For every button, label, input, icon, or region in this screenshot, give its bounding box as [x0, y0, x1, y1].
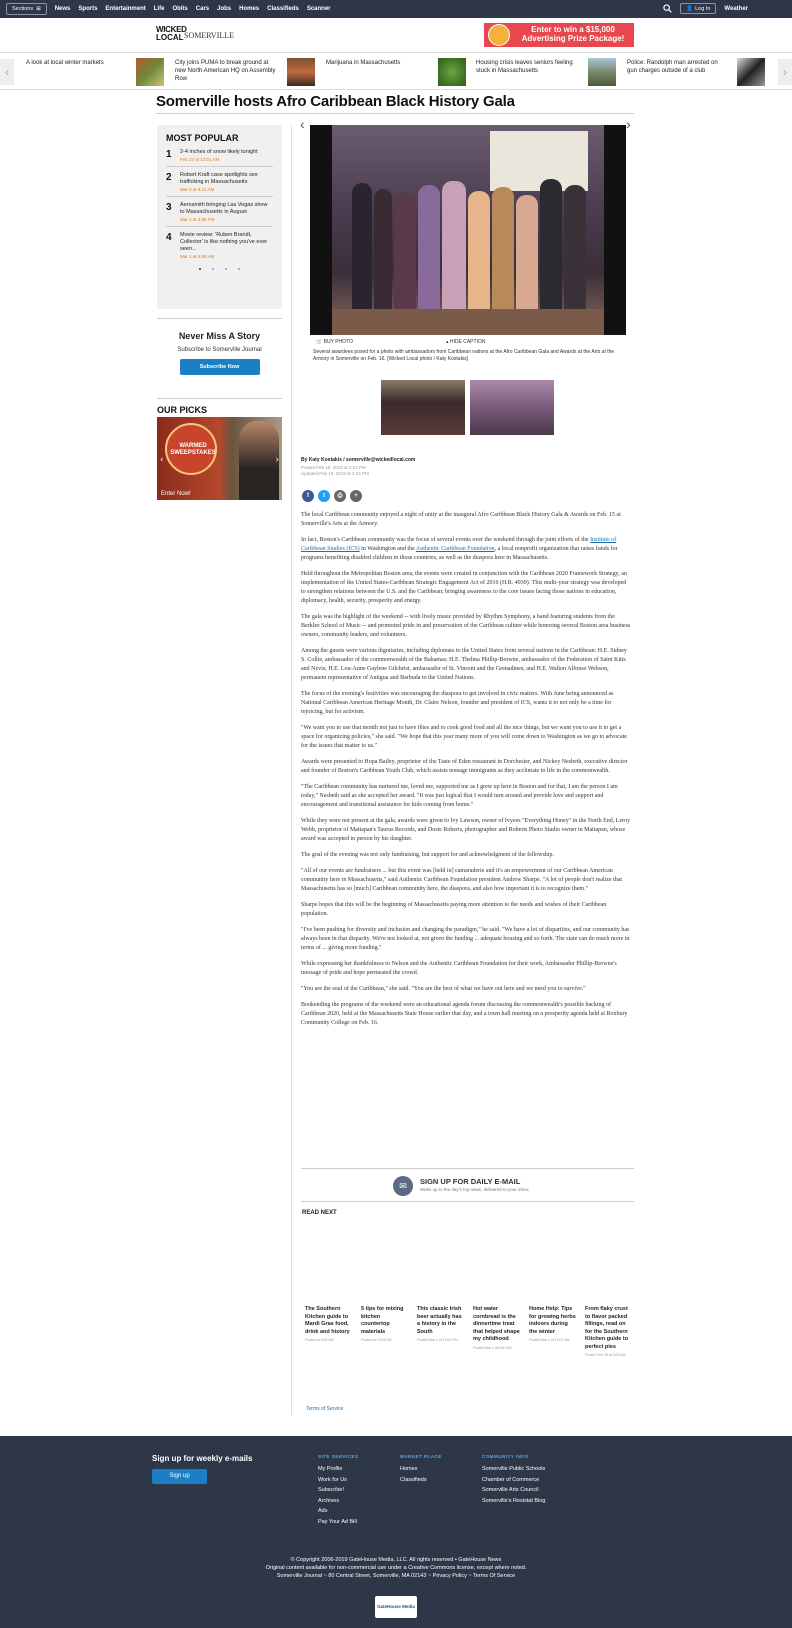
photo-caption: Several awardees posed for a photo with ambassadors from Caribbean nations at the Afro Caribbean Gala and Awards at the Arts at the Armory in Somerville on Feb. 16. [Wicked Local photo / Katy Kostakis] — [313, 349, 615, 362]
sections-label: Sections — [12, 6, 34, 12]
gallery-thumbnail[interactable] — [381, 380, 465, 435]
read-next-item-title: This classic Irish beer actually has a history in the South — [417, 1306, 462, 1335]
buy-photo-label: BUY PHOTO — [323, 339, 353, 345]
photo-figure — [374, 189, 392, 311]
photo-figure — [394, 193, 416, 311]
article-paragraph: Awards were presented to Hopa Bailey, proprietor of the Taste of Eden restaurant in Dorchester, and Nickey Nesbeth, executive director and founder of Boston's Caribbean Youth Club, which assists teenage immigrants as they acclimate to life in the commonwealth. — [301, 759, 628, 774]
hide-caption-button[interactable] — [446, 339, 485, 345]
never-miss-box — [157, 318, 282, 375]
footer-market-place — [400, 1454, 442, 1485]
mail-icon: ✉ — [393, 1176, 413, 1196]
footer-signup-title: Sign up for weekly e-mails — [152, 1454, 253, 1463]
popular-item[interactable] — [166, 232, 273, 263]
footer-license: Original content available for non-commercial use under a Creative Commons license, except where noted. — [265, 1565, 527, 1571]
read-next-item[interactable] — [473, 1306, 521, 1350]
photo-figure — [492, 187, 514, 311]
nav-link-homes[interactable]: Homes — [239, 6, 260, 12]
gala-photo[interactable] — [332, 125, 604, 335]
logo-line1: WICKED — [156, 25, 187, 34]
read-next-item-date: Posted at 12:01 AM — [361, 1338, 392, 1342]
paragraph-text: , a local nonprofit organization that raises funds for programs benefiting disabled children in those countries, as well as the diaspora here in Massachusetts. — [301, 546, 618, 561]
rail-prev-button[interactable] — [0, 59, 14, 85]
logo-town: SOMERVILLE — [184, 31, 235, 40]
article-paragraph: The local Caribbean community enjoyed a night of unity at the inaugural Afro Caribbean Black History Gala & Awards on Feb. 15 at Somerville's Arts at the Armory. — [301, 512, 621, 527]
read-next-item-title: The Southern Kitchen guide to Mardi Gras food, drink and history — [305, 1306, 350, 1335]
read-next-item-title: 5 tips for mixing kitchen countertop materials — [361, 1306, 404, 1335]
popular-rank: 4 — [166, 232, 172, 243]
photo-figure — [564, 185, 586, 311]
masthead — [156, 26, 636, 50]
carousel-dot[interactable] — [238, 268, 240, 270]
footer-community-info — [482, 1454, 545, 1506]
signup-subtitle: Wake up to the day's top news, delivered to your inbox — [420, 1187, 529, 1192]
rail-item[interactable] — [175, 58, 317, 86]
grid-icon: ⊞ — [36, 6, 41, 12]
caret-up-icon: ▴ — [446, 339, 449, 345]
footer-link[interactable]: Somerville's Resistat Blog — [482, 1497, 546, 1504]
read-next-item-date: Posted Mar 1 at 12:00 PM — [417, 1338, 458, 1342]
photo-gallery — [310, 125, 626, 335]
daily-email-signup[interactable] — [301, 1168, 634, 1202]
popular-date: Feb 27 at 12:01 AM — [180, 157, 220, 162]
footer-signup-button[interactable]: Sign up — [152, 1469, 207, 1484]
promo-person-image — [239, 421, 279, 500]
never-miss-title: Never Miss A Story — [178, 331, 261, 341]
article-paragraph: Among the guests were various dignitaries, including diplomats to the United States from several nations in the Caribbean: H.E. Sidney S. Collie, ambassador of the commonwealth of the Bahamas; H.E. Thelma Phillip-Browne, ambassador of the Federation of Saint Kitts and Nevis; H.E. Lou-Anne Gaylene Gilchrist, ambassador of St. Vincent and the Grenadines; and H.E. Walton Alfonso Webson, permanent representative of Antigua and Barbuda to the United Nations. — [301, 648, 627, 681]
article-paragraph — [301, 536, 631, 563]
nav-link-cars[interactable]: Cars — [195, 6, 210, 12]
read-next-item-title: Hot water cornbread is the dinnertime treat that helped shape my childhood — [473, 1306, 520, 1342]
popular-title: Robert Kraft case spotlights sex trafficking in Massachusetts — [180, 172, 258, 185]
read-next-item[interactable] — [585, 1306, 633, 1357]
photo-figure — [352, 183, 372, 311]
rail-next-button[interactable] — [778, 59, 792, 85]
article-paragraph: Held throughout the Metropolitan Boston area, the events were created in conjunction with the Caribbean 2020 Framework Strategy, an implementation of the United States-Caribbean Strategic Engagement Act of 2016 (H.R. 4939). This multi-year strategy was developed to strengthen relations between the U.S. and the Caribbean; bringing awareness to the core issues facing those nations in education, diplomacy, health, security, prosperity and energy. — [301, 571, 627, 604]
gatehouse-logo[interactable]: GateHouse Media — [375, 1596, 417, 1618]
footer-link[interactable]: Subscribe! — [318, 1487, 344, 1493]
hide-caption-label: HIDE CAPTION — [449, 339, 486, 345]
site-logo[interactable] — [156, 26, 187, 42]
rail-item[interactable] — [26, 58, 166, 86]
carousel-dot[interactable] — [212, 268, 214, 270]
popular-item[interactable] — [166, 202, 273, 227]
nav-link-entertainment[interactable]: Entertainment — [105, 6, 146, 12]
footer-address: Somerville Journal ~ 80 Central Street, Somerville, MA 02143 ~ Privacy Policy ~ Terms Of Service — [276, 1573, 516, 1579]
carousel-dot[interactable] — [225, 268, 227, 270]
byline: By Katy Kostakis / somerville@wickedlocal.com — [301, 457, 416, 463]
footer-copyright: © Copyright 2006-2019 GateHouse Media, LLC. All rights reserved • GateHouse News — [290, 1557, 502, 1563]
footer-link[interactable]: Somerville Public Schools — [482, 1466, 546, 1472]
rail-item-title: Marijuana in Massachusetts — [326, 60, 401, 66]
photo-figure — [418, 185, 440, 311]
footer-link[interactable]: Work for Us — [318, 1476, 347, 1483]
footer-legal — [0, 1556, 792, 1580]
read-next-item-date: Posted Feb 28 at 6:00 AM — [585, 1353, 626, 1357]
nav-link-jobs[interactable]: Jobs — [217, 6, 232, 12]
footer-link[interactable]: My Profile — [318, 1466, 343, 1472]
read-next-item-date: Posted Mar 1 at 6:00 AM — [473, 1345, 512, 1350]
footer-site-services — [318, 1454, 358, 1527]
updated-date: Updated Feb 19, 2019 at 2:24 PM — [301, 471, 369, 476]
search-icon[interactable] — [663, 4, 672, 13]
article-paragraph: Sharpe hopes that this will be the beginning of Massachusetts paying more attention to the needs and wishes of their Caribbean population. — [301, 902, 607, 917]
logo-line2: LOCAL — [156, 33, 184, 42]
photo-figure — [540, 179, 562, 311]
ad-text: Enter to win a $15,000 Advertising Prize Package! — [521, 25, 625, 43]
print-icon[interactable]: ⎙ — [334, 490, 346, 502]
article-paragraph: The goal of the evening was not only fundraising, but support for and acknowledgment of the fellowship. — [301, 852, 554, 858]
subscribe-button[interactable]: Subscribe Now — [180, 359, 260, 375]
most-popular-box — [157, 125, 282, 309]
read-next-item-title: From flaky crust to flavor packed fillings, read on for the Southern Kitchen guide to perfect pies — [585, 1306, 629, 1350]
rail-item-title: Housing crisis leaves seniors feeling stuck in Massachusetts — [476, 60, 573, 74]
carousel-dot[interactable] — [199, 268, 201, 270]
article-paragraph: While expressing her thankfulness to Nelson and the Authentic Caribbean Foundation for their work, Ambassador Phillip-Browne's message of pride and hope permeated the crowd. — [301, 961, 617, 976]
popular-rank: 1 — [166, 149, 172, 160]
plus-icon[interactable]: + — [350, 490, 362, 502]
headline-rail — [0, 52, 792, 90]
footer-link[interactable]: Classifieds — [400, 1476, 427, 1483]
article-paragraph: "All of our events are fundraisers ... but this event was [held in] camaraderie and it's an empowerment of our Caribbean American community here in Massachusetts," said Authentic Caribbean Foundation president Andrew Sharpe. "A lot of people don't realize that Massachusetts has so [much] Caribbean community here, the diaspora, and also how important it is to recognize them." — [301, 868, 623, 892]
nav-link-obits[interactable]: Obits — [172, 6, 188, 12]
rail-thumb — [588, 58, 616, 86]
gallery-thumbnail[interactable] — [470, 380, 554, 435]
our-picks-promo[interactable] — [157, 417, 282, 500]
nav-link-life[interactable]: Life — [153, 6, 165, 12]
weather-link[interactable]: Weather — [724, 5, 748, 12]
chevron-right-icon[interactable]: › — [275, 453, 279, 465]
login-button[interactable] — [680, 3, 716, 14]
user-icon: 👤 — [686, 5, 694, 12]
sweepstakes-badge — [165, 423, 217, 475]
footer-link[interactable]: Pay Your Ad Bill — [318, 1518, 357, 1525]
sweepstakes-badge-text: WARMED SWEEPSTAKES — [170, 443, 216, 456]
rail-item-title: Police: Randolph man arrested on gun charges outside of a club — [627, 60, 718, 74]
footer-col-title: COMMUNITY INFO — [482, 1454, 529, 1459]
rail-thumb — [737, 58, 765, 86]
signup-title: SIGN UP FOR DAILY E-MAIL — [420, 1177, 521, 1186]
article-paragraph: "I've been pushing for diversity and inclusion and changing the paradigm," he said. "We have a lot of disparities, and our community has always been in that disparity. We're not looked at, not given the funding ... adequate housing and so forth. The state can do much more in terms of ... giving more funding." — [301, 927, 630, 951]
ics-link[interactable]: Institute of Caribbean Studies (ICS) — [301, 537, 617, 552]
popular-date: Mar 1 at 9:58 AM — [180, 254, 215, 259]
article-paragraph: "We want you to use that month not just to have fêtes and to cook good food and all the nice things, but we want you to use it to get a space for organizing policies," she said. "We hope that this year many more of you will come down to Washington as we go to advocate for the issues that matter to us." — [301, 725, 627, 749]
read-next-item-date: Posted Mar 1 at 12:01 AM — [529, 1338, 570, 1342]
rail-thumb — [438, 58, 466, 86]
footer-link[interactable]: Somerville Arts Council — [482, 1487, 539, 1493]
login-label: Log In — [695, 5, 711, 12]
article-headline: Somerville hosts Afro Caribbean Black History Gala — [156, 93, 634, 114]
footer-link[interactable]: Chamber of Commerce — [482, 1476, 540, 1483]
photo-floor — [332, 309, 604, 335]
rail-item[interactable] — [326, 58, 468, 86]
nav-link-sports[interactable]: Sports — [78, 6, 98, 12]
post-dates — [301, 465, 369, 477]
nav-link-scanner[interactable]: Scanner — [306, 6, 331, 12]
chevron-left-icon[interactable]: ‹ — [160, 453, 164, 465]
never-miss-subtitle: Subscribe to Somerville Journal — [177, 347, 262, 353]
popular-title: 2-4 inches of snow likely tonight — [180, 149, 258, 155]
terms-of-service-link[interactable]: Terms of Service — [306, 1406, 344, 1412]
buy-photo-button[interactable] — [316, 339, 353, 345]
read-next-item[interactable] — [417, 1306, 465, 1342]
rail-thumb — [136, 58, 164, 86]
our-picks-title: OUR PICKS — [157, 398, 282, 415]
posted-date: Posted Feb 19, 2019 at 2:24 PM — [301, 465, 366, 470]
footer-link[interactable]: Archives — [318, 1497, 340, 1504]
article-body — [301, 511, 631, 1035]
article-paragraph: "The Caribbean community has nurtured me, loved me, supported me as I grew up here in Boston and for that, I am the person I am today," Nesbeth said as she accepted her award. "It was just logical that I would turn around and provide love and support and encouragement and transitional assistance for kids coming from home." — [301, 784, 618, 808]
rail-item[interactable] — [476, 58, 618, 86]
twitter-icon[interactable]: t — [318, 490, 330, 502]
read-next-item[interactable] — [305, 1306, 353, 1342]
article-paragraph: Bookending the programs of the weekend were an educational agenda forum discussing the commonwealth's possible backing of Caribbean 2020, held at the Massachusetts State House earlier that day, and a town hall meeting on a prosperity agenda held at Roxbury Community College on Feb. 16. — [301, 1002, 628, 1026]
article-paragraph: "You are the soul of the Caribbean," she said. "You are the best of what we have out here and we need you to survive." — [301, 986, 586, 992]
popular-rank: 2 — [166, 172, 172, 183]
rail-item-title: City joins PUMA to break ground at new North American HQ on Assembly Row — [175, 60, 276, 82]
photo-figure — [442, 181, 466, 311]
article-paragraph: The gala was the highlight of the weekend -- with lively music provided by Rhythm Symphony, a band featuring students from the Berklee School of Music -- and promoted pride in and preservation of the Caribbean culture while honoring several Boston area business owners, community leaders, and volunteers. — [301, 614, 631, 638]
photo-figure — [468, 191, 490, 311]
acf-link[interactable]: Authentic Caribbean Foundation — [415, 546, 495, 552]
nav-link-news[interactable]: News — [54, 6, 71, 12]
popular-title: Movie review: 'Ruben Brandt, Collector' is like nothing you've ever seen... — [180, 232, 268, 252]
nav-right — [663, 3, 748, 14]
popular-date: Mar 1 at 3:58 PM — [180, 217, 215, 222]
chevron-right-icon: › — [783, 65, 787, 79]
nav-link-classifieds[interactable]: Classifieds — [267, 6, 299, 12]
carousel-dots — [166, 268, 273, 270]
footer-link[interactable]: Ads — [318, 1508, 328, 1514]
column-divider — [291, 125, 292, 1415]
footer-col-title: SITE SERVICES — [318, 1454, 359, 1459]
paragraph-text: in Washington and the — [359, 546, 416, 552]
read-next-title: READ NEXT — [302, 1210, 337, 1216]
read-next-item-date: Posted at 6:00 AM — [305, 1338, 334, 1342]
read-next-item[interactable] — [361, 1306, 409, 1342]
gallery-prev-icon[interactable]: ‹ — [300, 116, 305, 132]
gallery-next-icon[interactable]: › — [626, 116, 631, 132]
read-next-item-title: Home Help: Tips for growing herbs indoors during the winter — [529, 1306, 576, 1335]
facebook-icon[interactable]: f — [302, 490, 314, 502]
ad-badge-icon — [488, 24, 510, 46]
rail-item[interactable] — [627, 58, 767, 86]
popular-item[interactable] — [166, 172, 273, 197]
paragraph-text: In fact, Boston's Caribbean community was the focus of several events over the weekend through the joint efforts of the — [301, 537, 591, 543]
footer-col-title: MARKET PLACE — [400, 1454, 442, 1459]
ad-banner[interactable] — [484, 23, 634, 47]
popular-rank: 3 — [166, 202, 172, 213]
popular-date: Mar 3 at 8:21 AM — [180, 187, 215, 192]
cart-icon: 🛒 — [316, 339, 323, 345]
top-nav — [0, 0, 792, 18]
popular-title: Aerosmith bringing Las Vegas show to Massachusetts in August — [180, 202, 268, 215]
photo-figure — [516, 195, 538, 311]
rail-thumb — [287, 58, 315, 86]
read-next-item[interactable] — [529, 1306, 577, 1342]
most-popular-title: MOST POPULAR — [166, 133, 239, 143]
event-banner — [490, 131, 588, 191]
chevron-left-icon: ‹ — [5, 65, 9, 79]
footer — [0, 1436, 792, 1628]
enter-now-link[interactable]: Enter Now! — [161, 491, 191, 497]
share-buttons — [302, 490, 362, 502]
footer-link[interactable]: Homes — [400, 1466, 418, 1472]
popular-item[interactable] — [166, 149, 273, 167]
article-paragraph: While they were not present at the gala, awards were given to Ivy Lawson, owner of Ivyees "Everything Honey" in the North End, Leroy Webb, proprietor of Mattapan's Taurus Records, and Dosie Roberts, photographer and Roberts Photo Studio owner in Mattapan, whose award was accepted in person by his daughter. — [301, 818, 631, 842]
sections-button[interactable] — [6, 3, 47, 15]
rail-item-title: A look at local winter markets — [26, 60, 104, 66]
article-paragraph: The focus of the evening's festivities was encouraging the diaspora to get involved in civic matters. With June being announced as National Caribbean American Heritage Month, Dr. Claire Nelson, founder and president of ICS, wants it to not only be a time for rejoicing, but for activism. — [301, 691, 614, 715]
